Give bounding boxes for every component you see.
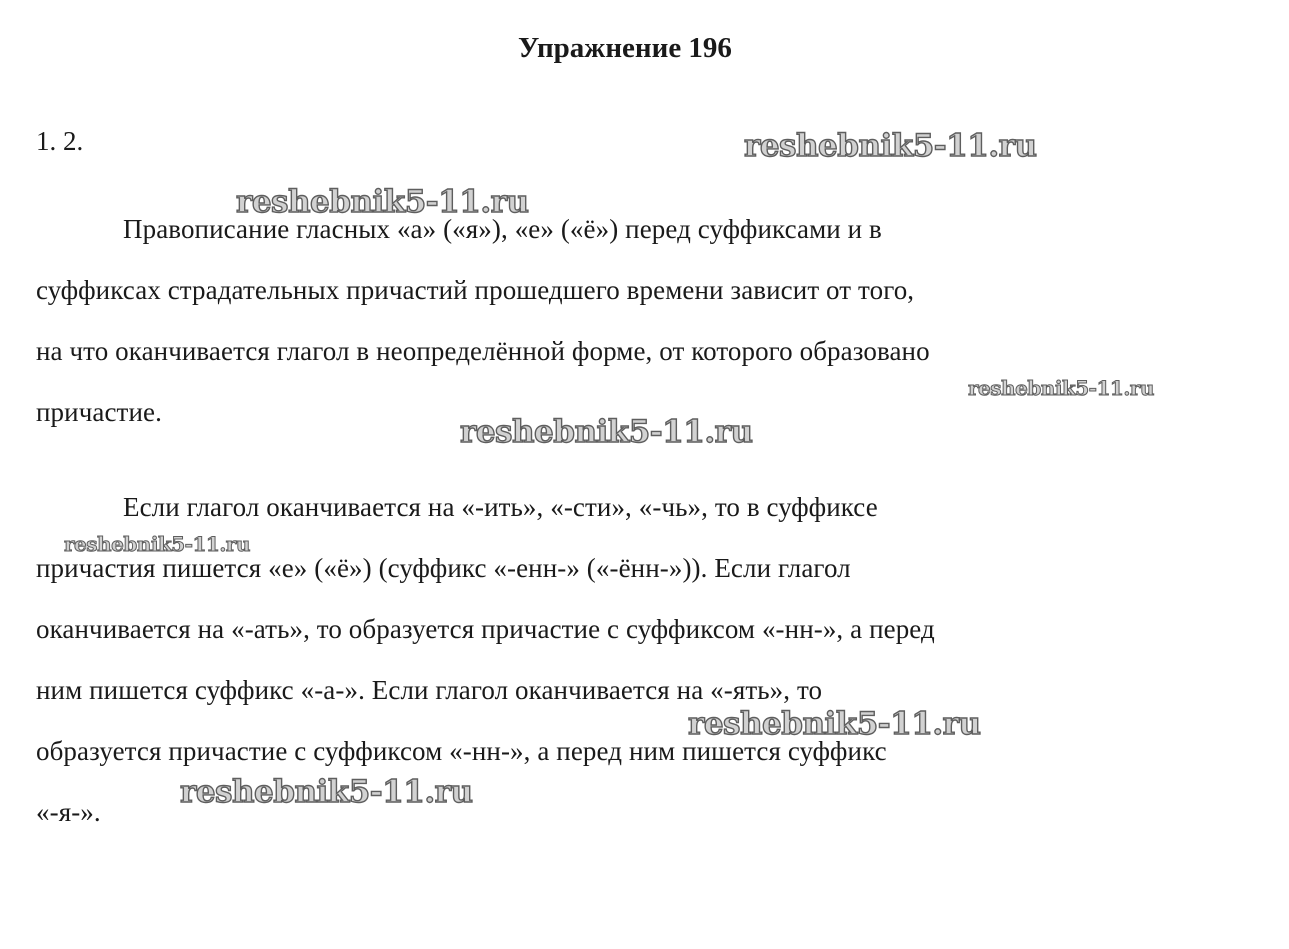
watermark: reshebnik5-11.ru — [744, 128, 1037, 164]
task-numbering: 1. 2. — [36, 126, 84, 156]
watermark: reshebnik5-11.ru — [460, 414, 753, 450]
watermark: reshebnik5-11.ru — [968, 376, 1154, 400]
paragraph-1-line-4: причастие. — [36, 397, 162, 427]
paragraph-1-line-1: Правописание гласных «а» («я»), «е» («ё») перед суффиксами и в — [123, 214, 882, 244]
paragraph-1 — [36, 199, 1216, 443]
watermark: reshebnik5-11.ru — [688, 706, 981, 742]
paragraph-2 — [36, 477, 1216, 843]
paragraph-2-line-6: «-я-». — [36, 797, 101, 827]
paragraph-2-line-2: причастия пишется «е» («ё») (суффикс «-енн-» («-ённ-»)). Если глагол — [36, 553, 851, 583]
watermark: reshebnik5-11.ru — [180, 774, 473, 810]
paragraph-2-line-3: оканчивается на «-ать», то образуется причастие с суффиксом «-нн-», а перед — [36, 614, 935, 644]
paragraph-2-line-5: образуется причастие с суффиксом «-нн-», а перед ним пишется суффикс — [36, 736, 887, 766]
paragraph-2-line-1: Если глагол оканчивается на «-ить», «-сти», «-чь», то в суффиксе — [123, 492, 878, 522]
paragraph-2-line-4: ним пишется суффикс «-а-». Если глагол оканчивается на «-ять», то — [36, 675, 823, 705]
paragraph-1-line-2: суффиксах страдательных причастий прошедшего времени зависит от того, — [36, 275, 915, 305]
watermark: reshebnik5-11.ru — [236, 184, 529, 220]
paragraph-1-line-3: на что оканчивается глагол в неопределённой форме, от которого образовано — [36, 336, 930, 366]
exercise-title: Упражнение 196 — [518, 32, 732, 64]
watermark: reshebnik5-11.ru — [64, 532, 250, 556]
